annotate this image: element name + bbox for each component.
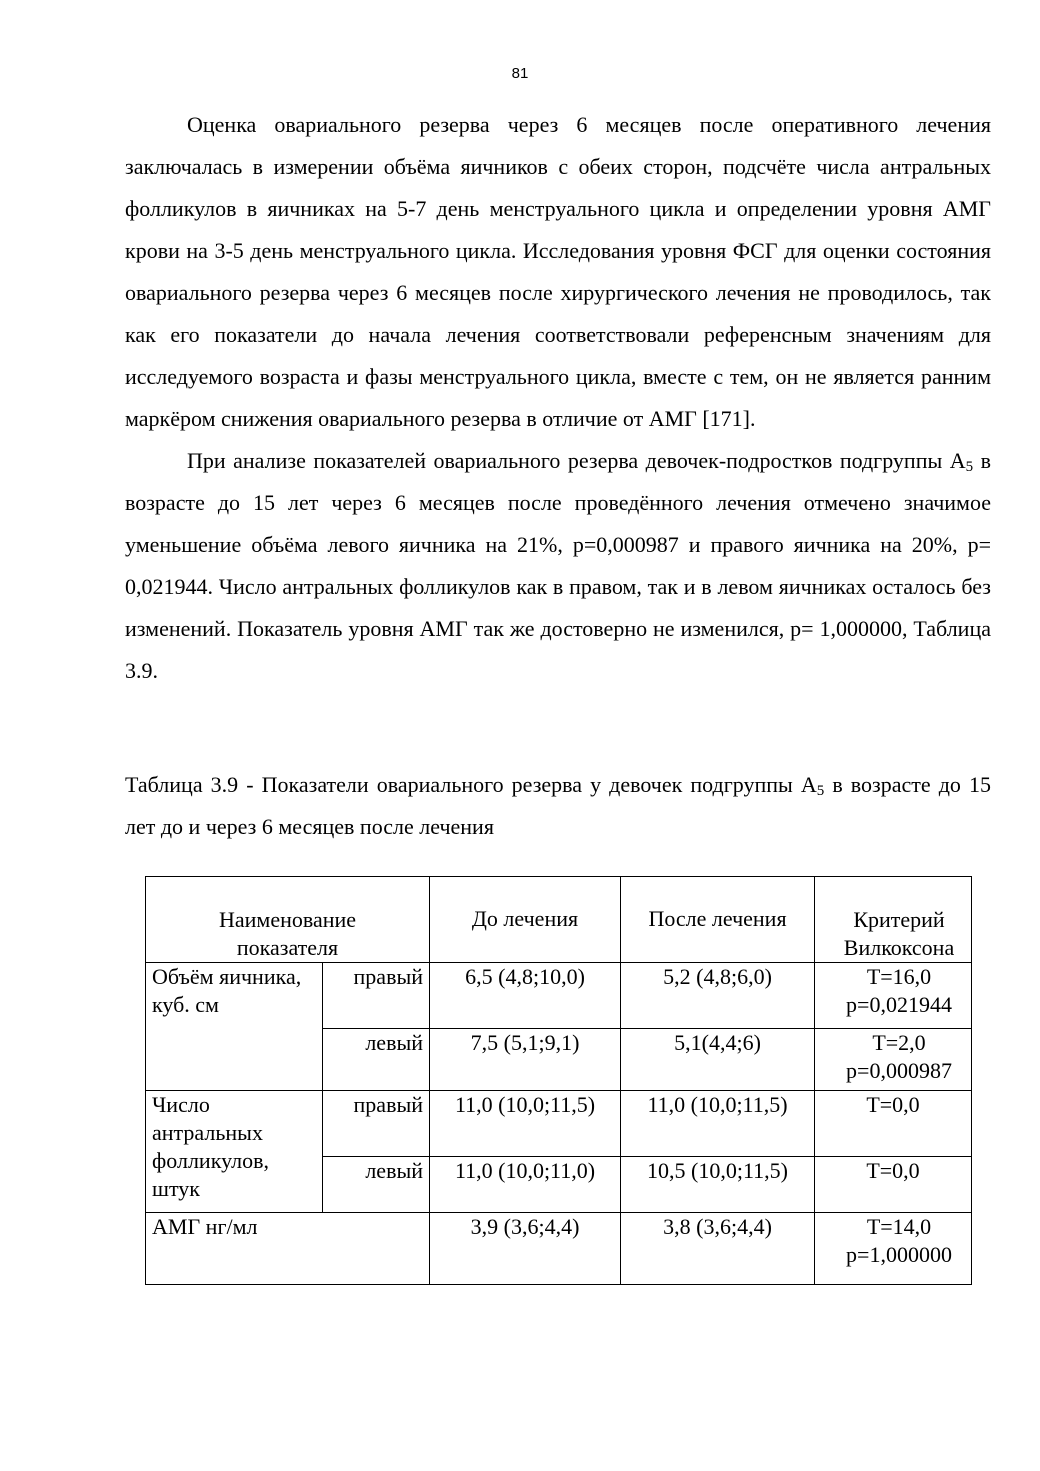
paragraph-analysis-results — [125, 440, 991, 692]
side-label: левый — [323, 1157, 430, 1213]
table-row — [146, 963, 972, 1029]
table-row — [146, 1091, 972, 1157]
value-criterion: Т=14,0 p=1,000000 — [815, 1213, 972, 1285]
header-before-treatment: До лечения — [430, 877, 621, 963]
side-label: правый — [323, 963, 430, 1029]
amh-label: АМГ нг/мл — [146, 1213, 430, 1285]
value-before: 3,9 (3,6;4,4) — [430, 1213, 621, 1285]
page-number: 81 — [511, 65, 529, 82]
body-text — [125, 104, 991, 692]
value-after: 11,0 (10,0;11,5) — [621, 1091, 815, 1157]
value-criterion: Т=0,0 — [815, 1157, 972, 1213]
value-after: 5,1(4,4;6) — [621, 1029, 815, 1091]
header-indicator: Наименование показателя — [146, 877, 430, 963]
table-row — [146, 1213, 972, 1285]
table-header-row — [146, 877, 972, 963]
header-after-treatment: После лечения — [621, 877, 815, 963]
paragraph-ovarian-reserve-method: Оценка овариального резерва через 6 месяцев после оперативного лечения заключалась в измерении объёма яичников с обеих сторон, подсчёте числа антральных фолликулов в яичниках на 5-7 день менструального цикла и определении уровня АМГ крови на 3-5 день менструального цикла. Исследования уровня ФСГ для оценки состояния овариального резерва через 6 месяцев после хирургического лечения не проводилось, так как его показатели до начала лечения соответствовали референсным значениям для исследуемого возраста и фазы менструального цикла, вместе с тем, он не является ранним маркёром снижения овариального резерва в отличие от АМГ [171]. — [125, 112, 991, 431]
value-before: 11,0 (10,0;11,5) — [430, 1091, 621, 1157]
paragraph-text-start: При анализе показателей овариального резерва девочек-подростков подгруппы А — [187, 448, 966, 473]
paragraph-text-end: в возрасте до 15 лет через 6 месяцев после проведённого лечения отмечено значимое уменьшение объёма левого яичника на 21%, p=0,000987 и правого яичника на 20%, p= 0,021944. Число антральных фолликулов как в правом, так и в левом яичниках осталось без изменений. Показатель уровня АМГ так же достоверно не изменился, p= 1,000000, Таблица 3.9. — [125, 448, 991, 683]
side-label: правый — [323, 1091, 430, 1157]
value-after: 5,2 (4,8;6,0) — [621, 963, 815, 1029]
value-before: 6,5 (4,8;10,0) — [430, 963, 621, 1029]
value-criterion: Т=0,0 — [815, 1091, 972, 1157]
side-label: левый — [323, 1029, 430, 1091]
ovarian-reserve-table — [145, 876, 972, 1285]
caption-subscript: 5 — [816, 783, 825, 799]
group-antral-follicles: Число антральных фолликулов, штук — [146, 1091, 323, 1213]
header-wilcoxon-criterion: Критерий Вилкоксона — [815, 877, 972, 963]
value-after: 10,5 (10,0;11,5) — [621, 1157, 815, 1213]
group-ovary-volume: Объём яичника, куб. см — [146, 963, 323, 1091]
subscript: 5 — [965, 459, 974, 475]
caption-text-start: Таблица 3.9 - Показатели овариального резерва у девочек подгруппы А — [125, 772, 817, 797]
value-before: 11,0 (10,0;11,0) — [430, 1157, 621, 1213]
value-before: 7,5 (5,1;9,1) — [430, 1029, 621, 1091]
table-caption — [125, 764, 991, 848]
caption-text-end: в возрасте до 15 лет до и через 6 месяцев после лечения — [125, 772, 991, 839]
value-criterion: Т=2,0 p=0,000987 — [815, 1029, 972, 1091]
value-after: 3,8 (3,6;4,4) — [621, 1213, 815, 1285]
value-criterion: Т=16,0 p=0,021944 — [815, 963, 972, 1029]
